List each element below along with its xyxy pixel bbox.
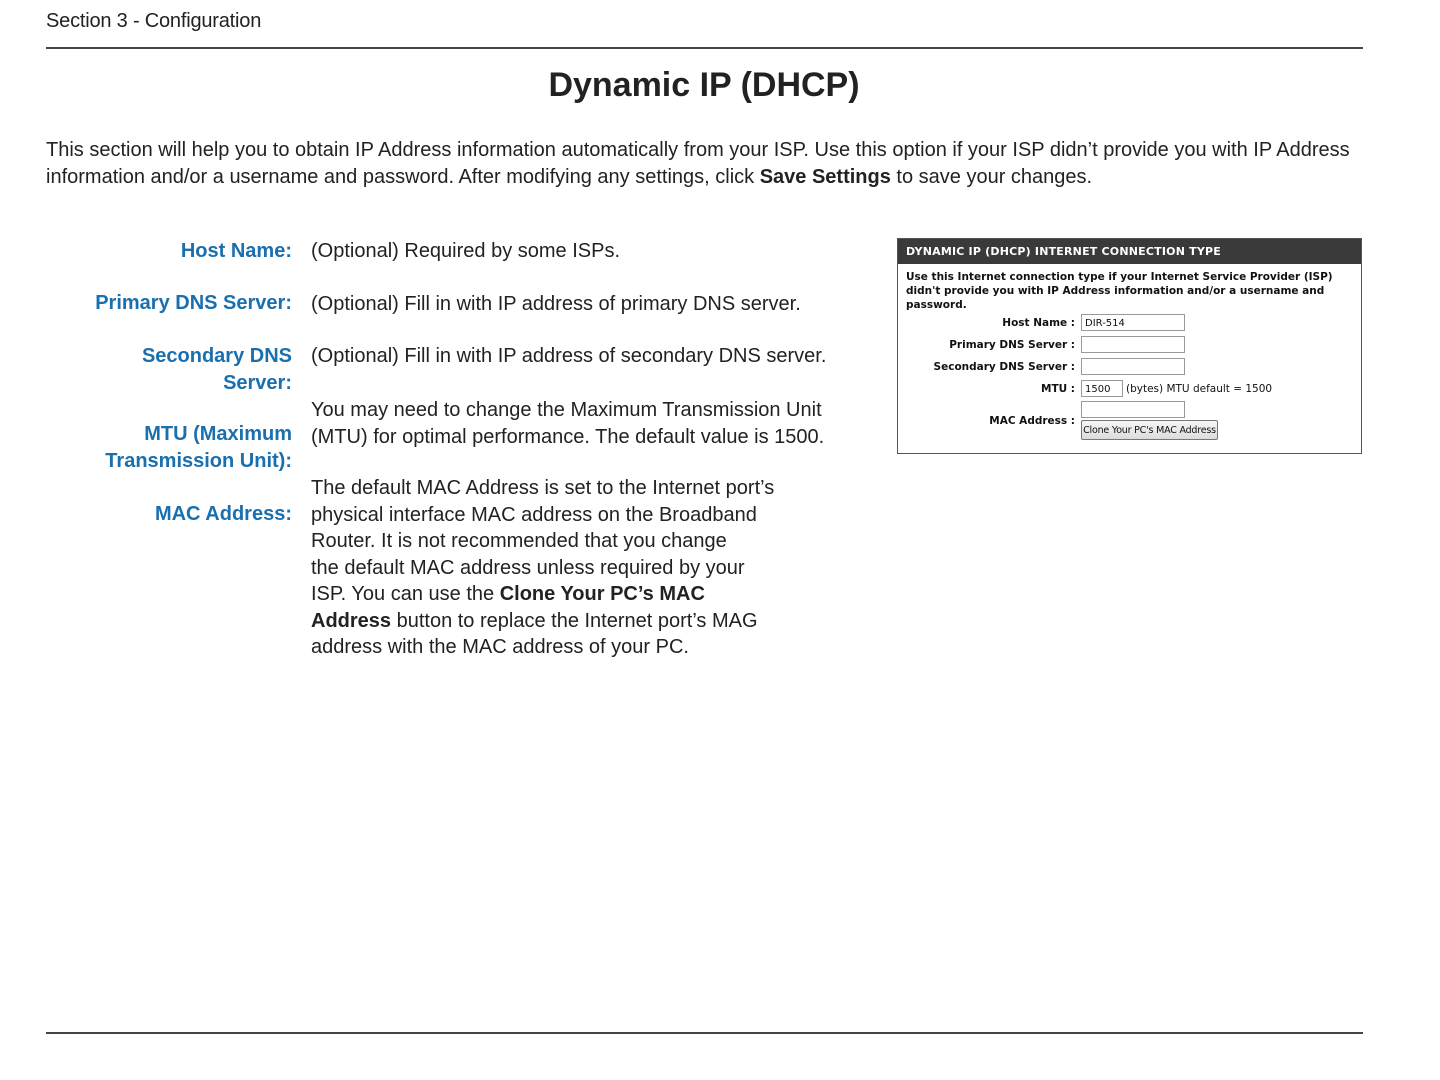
- primary-dns-label: Primary DNS Server :: [949, 339, 1075, 351]
- page-title: Dynamic IP (DHCP): [548, 66, 860, 104]
- desc-secondary-dns: (Optional) Fill in with IP address of secondary DNS server.: [311, 345, 827, 367]
- desc-mac-line6-bold: Address: [311, 609, 392, 632]
- desc-primary-dns: (Optional) Fill in with IP address of primary DNS server.: [311, 293, 801, 315]
- desc-host-name: (Optional) Required by some ISPs.: [311, 240, 621, 262]
- desc-mtu: [311, 397, 824, 450]
- term-mtu-line2: Transmission Unit):: [105, 450, 292, 472]
- term-mtu-line1: MTU (Maximum: [144, 423, 292, 445]
- desc-mac-line5-bold: Clone Your PC’s MAC: [499, 583, 705, 605]
- desc-mac-line3: Router. It is not recommended that you change: [311, 530, 727, 552]
- desc-mac-line6-text: button to replace the Internet port’s MAG: [391, 609, 758, 632]
- desc-mac-line6: [311, 608, 774, 635]
- term-secondary-dns: [142, 343, 292, 397]
- mac-address-input[interactable]: [1081, 401, 1185, 418]
- term-mtu: [105, 421, 292, 475]
- primary-dns-input[interactable]: [1081, 336, 1185, 353]
- section-header: Section 3 - Configuration: [46, 10, 262, 32]
- header-rule: [46, 47, 1363, 49]
- host-name-input[interactable]: DIR-514: [1081, 314, 1185, 331]
- mac-address-label: MAC Address :: [989, 415, 1075, 427]
- mtu-label: MTU :: [1041, 383, 1075, 395]
- host-name-label: Host Name :: [1002, 317, 1075, 329]
- desc-mac-line7: address with the MAC address of your PC.: [311, 636, 689, 658]
- secondary-dns-label: Secondary DNS Server :: [933, 361, 1075, 373]
- desc-mac-line5-text: ISP. You can use the: [311, 583, 500, 605]
- term-secondary-dns-line1: Secondary DNS: [141, 345, 292, 367]
- panel-description: Use this Internet connection type if your Internet Service Provider (ISP) didn't provide you with IP Address information and/or a username and password.: [906, 271, 1333, 311]
- intro-bold: Save Settings: [759, 166, 891, 188]
- clone-mac-address-button[interactable]: Clone Your PC's MAC Address: [1081, 420, 1218, 440]
- desc-mac-line5: [311, 581, 774, 608]
- desc-mac-line2: physical interface MAC address on the Broadband: [311, 503, 757, 526]
- desc-mtu-line2: (MTU) for optimal performance. The default value is 1500.: [311, 425, 825, 448]
- desc-mac-line4: the default MAC address unless required by your: [311, 556, 745, 579]
- term-secondary-dns-line2: Server:: [223, 372, 292, 394]
- desc-mac-line1: The default MAC Address is set to the Internet port’s: [311, 477, 775, 499]
- mtu-input[interactable]: 1500: [1081, 380, 1123, 397]
- term-host-name: Host Name:: [180, 240, 292, 262]
- term-primary-dns: Primary DNS Server:: [95, 292, 292, 314]
- secondary-dns-input[interactable]: [1081, 358, 1185, 375]
- intro-paragraph: [46, 137, 1376, 191]
- mtu-unit-hint: (bytes) MTU default = 1500: [1126, 383, 1273, 395]
- desc-mtu-line1: You may need to change the Maximum Transmission Unit: [311, 399, 822, 421]
- footer-rule: [46, 1032, 1363, 1034]
- dhcp-settings-panel: [897, 238, 1362, 454]
- term-mac-address: MAC Address:: [154, 503, 292, 525]
- intro-text: This section will help you to obtain IP Address information automatically from your ISP. Use this option if your ISP didn’t provide you with IP Address information and/or a username and password. After modifying any settings, click: [46, 139, 1350, 188]
- intro-text-end: to save your changes.: [890, 166, 1093, 188]
- panel-heading: DYNAMIC IP (DHCP) INTERNET CONNECTION TYPE: [898, 239, 1361, 264]
- desc-mac-address: [311, 475, 774, 661]
